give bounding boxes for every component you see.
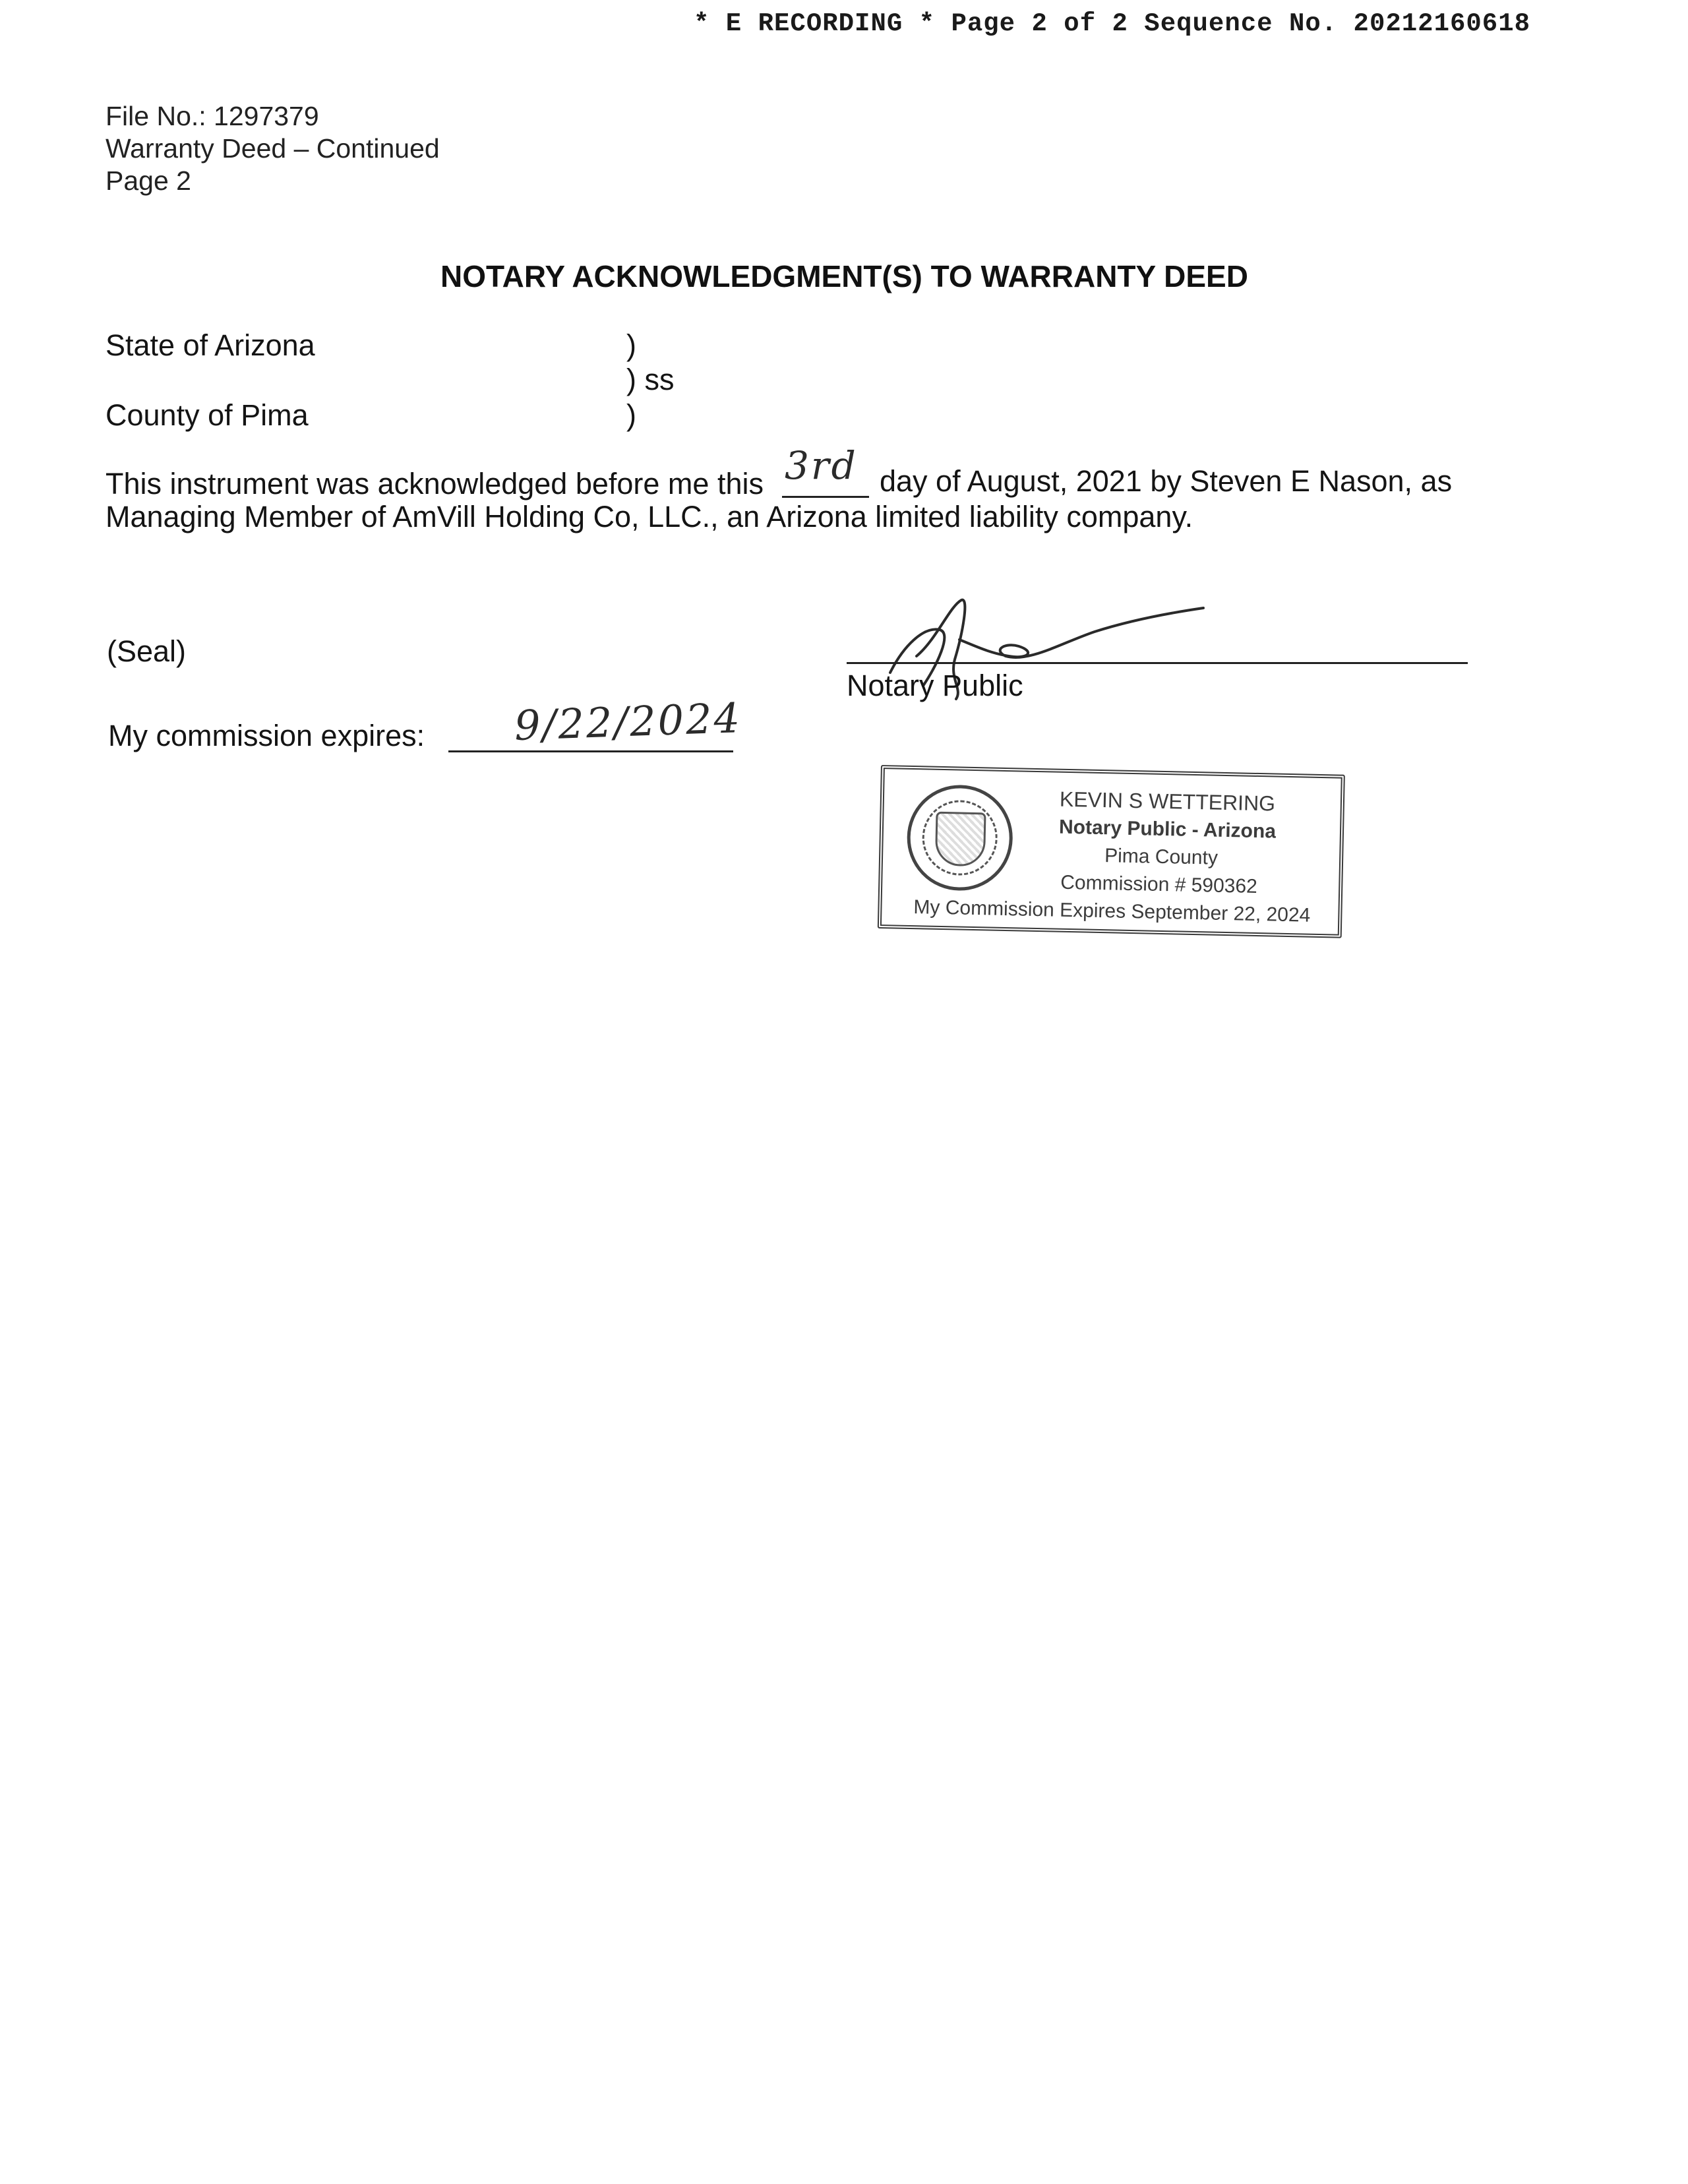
page-number: Page 2 <box>106 166 191 196</box>
signature-label: Notary Public <box>847 669 1023 702</box>
stamp-name: KEVIN S WETTERING <box>1059 787 1276 816</box>
acknowledgment-line2: Managing Member of AmVill Holding Co, LLC., an Arizona limited liability company. <box>106 500 1193 533</box>
venue-county: County of Pima <box>106 398 309 432</box>
venue-paren-bottom: ) <box>626 398 636 432</box>
commission-label: My commission expires: <box>108 719 425 752</box>
recording-header: * E RECORDING * Page 2 of 2 Sequence No. 20212160618 <box>694 9 1530 38</box>
document-name: Warranty Deed – Continued <box>106 133 440 164</box>
page-title: NOTARY ACKNOWLEDGMENT(S) TO WARRANTY DEED <box>440 259 1248 293</box>
venue-state: State of Arizona <box>106 328 315 362</box>
notary-stamp <box>878 765 1345 938</box>
signature-line <box>847 662 1468 664</box>
stamp-county: Pima County <box>1104 845 1219 869</box>
stamp-title: Notary Public - Arizona <box>1058 816 1277 843</box>
acknowledgment-day-handwritten: 3rd <box>785 443 858 488</box>
stamp-expires: My Commission Expires September 22, 2024 <box>913 896 1311 926</box>
commission-underline <box>448 750 733 752</box>
venue-paren-top: ) <box>626 328 636 362</box>
seal-label: (Seal) <box>107 634 187 668</box>
commission-date-handwritten: 9/22/2024 <box>513 694 743 750</box>
acknowledgment-line1: day of August, 2021 by Steven E Nason, as <box>880 464 1453 498</box>
acknowledgment-lead: This instrument was acknowledged before me this <box>106 467 764 501</box>
day-underline <box>782 496 869 498</box>
stamp-commission: Commission # 590362 <box>1060 871 1258 897</box>
file-number: File No.: 1297379 <box>106 101 319 131</box>
venue-paren-ss: ) ss <box>626 363 675 396</box>
